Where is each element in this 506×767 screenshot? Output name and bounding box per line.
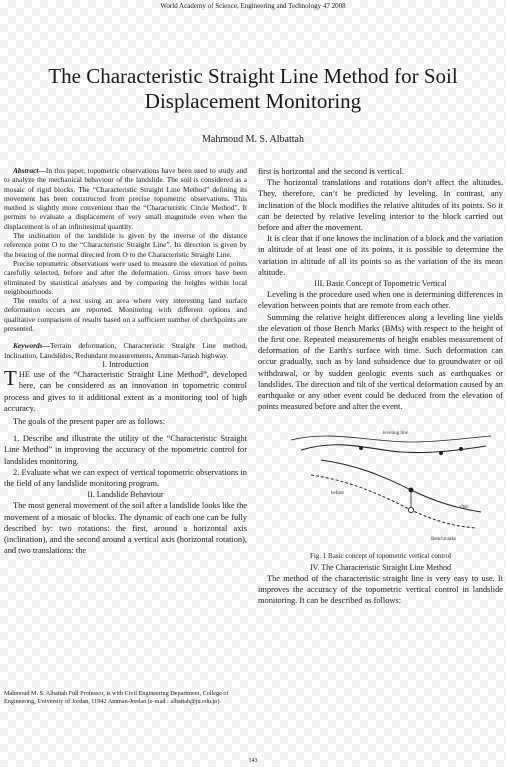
paper-title: The Characteristic Straight Line Method for Soil Displacement Monitoring — [48, 64, 458, 113]
keywords-text: Terrain deformation, Characteristic Straight Line method, Inclination, Landslides, Redundant measurements, Amman-Jarash highway. — [4, 341, 247, 360]
footnote: Mahmoud M. S. Albattah Full Professor, is with Civil Engineering Department, College of Engineering, University of Jordan, 11942 Amman-Jordan (e-mail : albattah@ju.edu.jo). — [4, 690, 229, 705]
author-name: Mahmoud M. S. Albattah — [202, 134, 304, 145]
after-curve — [321, 460, 481, 512]
right-body-2 — [258, 562, 503, 607]
label-benchmarks: Benchmarks — [430, 537, 456, 543]
label-before: before — [330, 491, 344, 497]
section-heading-landslide: II. Landslide Behaviour — [87, 490, 164, 500]
abstract-p1: Abstract—In this paper, topometric observations have been used to study and to analyze the mechanical behaviour of the landslide. The soil is considered as a mosaic of rigid blocks. The “Characteristic Straight Line Method” defining its movement has been constructed from precise topometric observations. This method is slightly more convenient than the “Characteristic Circle Method”. It permits to evaluate a displacement of very small magnitude even when the displacement is of an infinitesimal quantity. — [4, 166, 247, 231]
landslide-p1: The most general movement of the soil after a landslide looks like the movement of a mosaic of blocks. The dynamic of each one can be fully described by: two rotations: the first, around a horizontal axis (inclination), and the second around a vertical axis (horizontal rotation), and two translations: the — [4, 501, 247, 556]
page-number: 143 — [248, 758, 258, 764]
before-curve — [311, 475, 476, 528]
right-p3: It is clear that if one knows the inclination of a block and the variation in altitude of at least one of its points, it is possible to determine the variation in altitude of all its points so as the variation of the its mean altitude. — [258, 234, 503, 277]
keywords: Keywords—Terrain deformation, Characteristic Straight Line method, Inclination, Landslides, Redundant measurements, Amman-Jarash highway. — [4, 341, 247, 360]
benchmark-1 — [359, 446, 363, 450]
drop-cap: T — [4, 366, 17, 391]
right-p2: The horizontal translations and rotations don’t affect the altitudes. They, therefore, can’t be predicted by leveling. In contrast, any inclination of the block modifies the relative altitudes of its points. So it can be detected by relative leveling interior to the block carried out before and after the movement. — [258, 178, 503, 233]
intro-p1-text: HE use of the “Characteristic Straight Line Method”, developed here, can be considered as an innovation in topometric control process and gives to it additional extent as a monitoring tool of high accuracy. — [4, 370, 247, 413]
abstract-p4: The results of a test using an area where very interesting land surface deformation occurs are reported. Monitoring with different options and qualitative comparison of results based on a sufficient number of checkpoints are presented. — [4, 296, 247, 334]
benchmark-3 — [459, 447, 463, 451]
label-after: after — [458, 505, 468, 511]
benchmark-after — [408, 488, 413, 493]
right-column — [258, 166, 503, 607]
abstract-p2: The inclination of the landslide is given by the inverse of the distance reference point O to the “Characteristic Straight Line”. Its direction is given by the bearing of the normal directed from O to the Characteristic Straight Line. — [4, 231, 247, 259]
section-heading-csl-method: IV. The Characteristic Straight Line Method — [309, 562, 451, 572]
basic-p2: Summing the relative height differences along a leveling line yields the elevation of those Bench Marks (BMs) with respect to the height of the first one. Repeated measurements of height enables measurement of deformation of the Earth's surface with time. Such deformation can occur gradually, such as by land subsidence due to groundwater or oil withdrawal, or by sudden geologic events such as earthquakes or landslides. The direction and tilt of the vertical deformation caused by an earthquake or any other event could be deduced from the elevation of points measured before and after the event. — [258, 312, 503, 412]
upper-curve — [291, 436, 491, 442]
journal-header: World Academy of Science, Engineering and Technology 47 2008 — [160, 2, 346, 10]
intro-item-1: 1. Describe and illustrate the utility of the “Characteristic Straight Line Method” in improving the accuracy of the topometric control for landslides monitoring. — [4, 434, 247, 466]
basic-p1: Leveling is the procedure used when one is determining differences in elevation between points that are remote from each other. — [258, 290, 503, 311]
intro-p1 — [4, 366, 247, 414]
csl-p1: The method of the characteristic straight line is very easy to use. It improves the accuracy of the topometric vertical control in landslide monitoring. It can be described as follows: — [258, 573, 503, 606]
intro-body — [4, 366, 247, 556]
section-heading-basic-concept: III. Basic Concept of Topometric Vertical — [314, 279, 447, 289]
abstract-p3: Precise topometric observations were used to measure the elevation of points carefully selected, before and after the deformation. Gross errors have been eliminated by statistical analyses and by comparing the heights within local neighbourhoods. — [4, 258, 247, 296]
intro-item-2: 2. Evaluate what we can expect of vertical topometric observations in the field of any landslide monitoring program. — [4, 467, 247, 489]
section-heading-introduction: I. Introduction — [102, 359, 149, 369]
benchmark-before — [408, 508, 413, 513]
figure-1 — [261, 420, 501, 550]
right-body — [258, 166, 503, 412]
label-leveling-line: leveling line — [382, 431, 408, 437]
leveling-line-curve — [301, 445, 486, 453]
figure-caption: Fig. 1 Basic concept of topometric vertical control — [309, 552, 452, 561]
abstract-label: Abstract — [13, 166, 39, 175]
benchmark-2 — [439, 451, 443, 455]
left-column — [4, 166, 247, 556]
keywords-label: Keywords — [13, 341, 43, 351]
leveling-diagram — [261, 420, 501, 550]
abstract-text: In this paper, topometric observations have been used to study and to analyze the mechanical behaviour of the landslide. The soil is considered as a mosaic of rigid blocks. The “Characteristic Straight Line Method” defining its movement has been constructed from precise topometric observations. This method is slightly more convenient than the “Characteristic Circle Method”. It permits to evaluate a displacement of very small magnitude even when the displacement is of an infinitesimal quantity. — [4, 166, 247, 231]
intro-p2: The goals of the present paper are as follows: — [13, 417, 166, 427]
right-p1: first is horizontal and the second is vertical. — [258, 167, 405, 176]
